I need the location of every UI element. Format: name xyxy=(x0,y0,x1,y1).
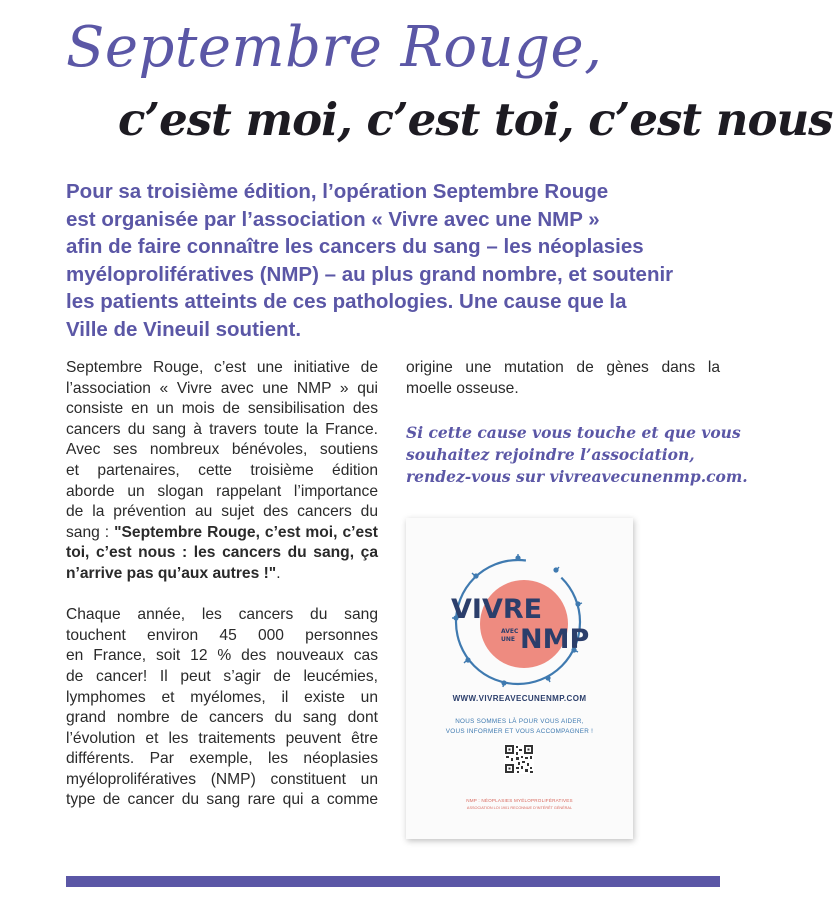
body-line: Avec ses nombreux bénévoles, soutiens xyxy=(66,441,378,459)
lead-line: Pour sa troisième édition, l’opération Septembre Rouge xyxy=(66,180,609,203)
flyer-url: WWW.VIVREAVECUNENMP.COM xyxy=(452,694,587,703)
body-line: grand nombre de cancers du sang dont xyxy=(66,709,378,727)
body-line: l’association « Vivre avec une NMP » qui xyxy=(66,379,378,397)
lead-line: les patients atteints de ces pathologies. Une cause que la xyxy=(66,290,627,314)
qr-code-icon xyxy=(504,744,534,774)
right-column xyxy=(406,358,748,488)
lead-paragraph xyxy=(66,178,706,344)
body-line: en France, soit 12 % des nouveaux cas xyxy=(66,647,378,665)
flyer-footnote: NMP : NÉOPLASIES MYÉLOPROLIFÉRATIVES xyxy=(466,798,573,803)
body-paragraph-2 xyxy=(66,605,378,811)
body-line: différents. Par exemple, les néoplasies xyxy=(66,750,378,768)
flyer-help-line: VOUS INFORMER ET VOUS ACCOMPAGNER ! xyxy=(445,728,594,735)
left-column xyxy=(66,358,378,811)
body-line: lymphomes et myélomes, il existe un xyxy=(66,688,378,706)
body-line: Chaque année, les cancers du sang xyxy=(66,606,378,624)
logo-une: UNE xyxy=(501,636,515,643)
lead-line: Ville de Vineuil soutient. xyxy=(66,317,302,341)
flyer-logo-graphic xyxy=(406,518,633,839)
flyer-help-text xyxy=(416,717,623,737)
body-line: type de cancer du sang rare qui a comme xyxy=(66,791,378,809)
slogan-text: "Septembre Rouge, c’est moi, c’est xyxy=(114,523,378,541)
body-line: de cancer! Il peut s’agir de leucémies, xyxy=(66,667,378,685)
page-title: Septembre Rouge, xyxy=(66,15,603,80)
footer-divider-bar xyxy=(66,876,720,887)
association-flyer xyxy=(406,518,633,839)
logo-nmp: NMP xyxy=(520,624,590,655)
body-plain-text: sang : xyxy=(66,523,115,541)
call-to-action xyxy=(406,422,748,488)
slogan-line xyxy=(66,543,378,564)
slogan-text: n’arrive pas qu’aux autres !" xyxy=(66,564,277,582)
cta-line: Si cette cause vous touche et que vous xyxy=(406,423,741,443)
slogan-line xyxy=(66,564,378,585)
cta-line: souhaitez rejoindre l’association, xyxy=(406,445,695,465)
body-line: moelle osseuse. xyxy=(406,379,519,397)
page-subtitle: c’est moi, c’est toi, c’est nous xyxy=(118,93,833,146)
body-line: aborde un slogan rappelant l’importance xyxy=(66,482,378,500)
logo-avec: AVEC xyxy=(501,628,519,635)
body-line: Septembre Rouge, c’est une initiative de xyxy=(66,359,378,376)
lead-line: afin de faire connaître les cancers du sang – les néoplasies xyxy=(66,235,644,259)
body-paragraph-3 xyxy=(406,358,720,399)
flyer-footnote-small: ASSOCIATION LOI 1901 RECONNUE D’INTÉRÊT GÉNÉRAL xyxy=(466,806,573,810)
slogan-text: toi, c’est nous : les cancers du sang, ça xyxy=(66,544,378,562)
body-line: cancers du sang à travers toute la France. xyxy=(66,420,378,438)
lead-line: est organisée par l’association « Vivre avec une NMP » xyxy=(66,207,600,231)
flyer-help-line: NOUS SOMMES LÀ POUR VOUS AIDER, xyxy=(455,718,584,725)
body-line: l’évolution et les traitements peuvent être xyxy=(66,729,378,747)
body-line: origine une mutation de gènes dans la xyxy=(406,359,720,376)
body-line: touchent environ 45 000 personnes xyxy=(66,626,378,644)
body-line: myéloprolifératives (NMP) constituent un xyxy=(66,770,378,788)
body-line: de la prévention au sujet des cancers du xyxy=(66,503,378,521)
body-line: et partenaires, cette troisième édition xyxy=(66,461,378,479)
body-plain-text: . xyxy=(276,564,281,582)
cta-line: rendez-vous sur vivreavecunenmp.com. xyxy=(406,467,748,487)
body-line: consiste en un mois de sensibilisation des xyxy=(66,400,378,418)
body-line-mixed xyxy=(66,523,378,544)
logo-vivre: VIVRE xyxy=(451,594,543,625)
body-paragraph-1 xyxy=(66,358,378,585)
lead-line: myéloprolifératives (NMP) – au plus grand nombre, et soutenir xyxy=(66,262,674,286)
